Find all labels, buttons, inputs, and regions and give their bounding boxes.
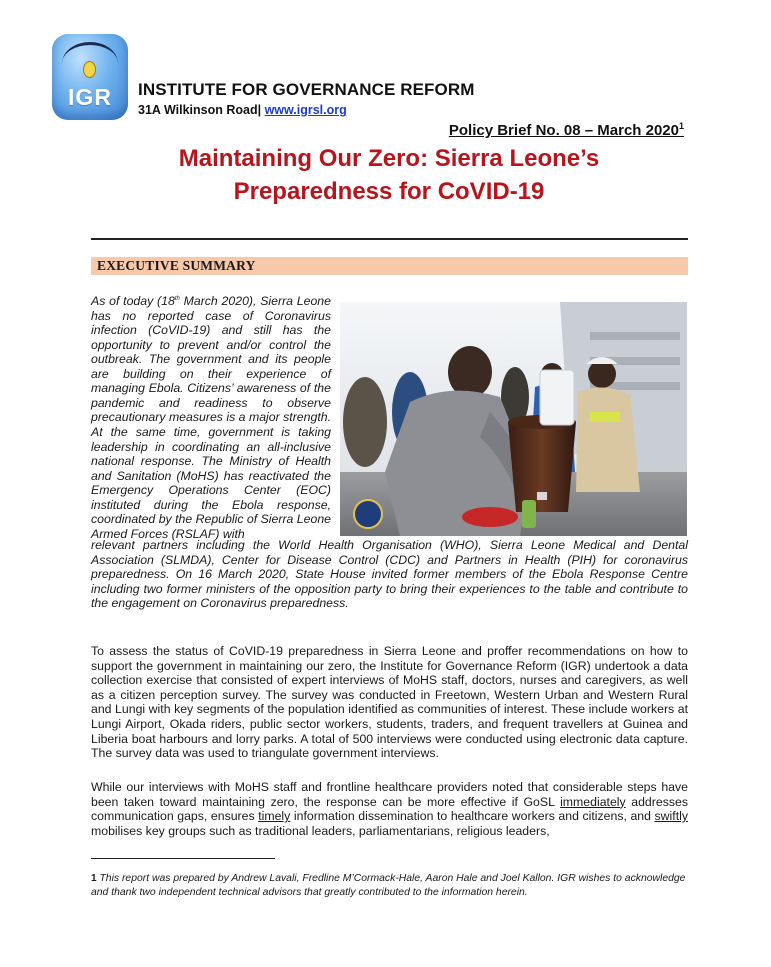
executive-summary-intro xyxy=(91,292,331,541)
para2-d: mobilises key groups such as traditional leaders, parliamentarians, religious leaders, xyxy=(91,823,550,838)
intro-sup: th xyxy=(174,296,180,302)
hand-washing-photo xyxy=(340,302,687,536)
website-link[interactable]: www.igrsl.org xyxy=(264,103,347,117)
title-line-1: Maintaining Our Zero: Sierra Leone’s xyxy=(178,145,600,172)
igr-logo xyxy=(52,34,128,120)
intro-post: March 2020), Sierra Leone has no reported case of Coronavirus infection (CoVID-19) and still has the opportunity to prevent and/or control the outbreak. The government and its people are building on their experience of managing Ebola. Citizens’ awareness of the pandemic and readiness to observe precautionary measures is a major strength. At the same time, government is taking leadership in coordinating an all-inclusive national response. The Ministry of Health and Sanitation (MoHS) has reactivated the Emergency Operations Center (EOC) instituted during the Ebola response, coordinated by the Republic of Sierra Leone Armed Forces (RSLAF) with xyxy=(91,294,331,541)
footnote xyxy=(91,872,688,900)
logo-dot xyxy=(83,61,96,78)
policy-brief-label xyxy=(449,121,684,139)
para2-b: addresses communication gaps, ensures xyxy=(91,794,688,824)
title-divider xyxy=(91,238,688,240)
title-line-2: Preparedness for CoVID-19 xyxy=(233,178,545,205)
footnote-text: This report was prepared by Andrew Lavali, Fredline M’Cormack-Hale, Aaron Hale and Joel Kallon. IGR wishes to acknowledge and thank two independent technical advisors that greatly contributed to the information herein. xyxy=(91,873,686,898)
institute-address xyxy=(138,103,347,117)
photo-illustration xyxy=(340,302,687,536)
footnote-mark: 1 xyxy=(91,873,97,884)
para2-c: information dissemination to healthcare workers and citizens, and xyxy=(290,809,655,824)
intro-pre: As of today (18 xyxy=(91,294,175,309)
policy-footnote-ref[interactable]: 1 xyxy=(678,121,684,131)
para2-underline-immediately: immediately xyxy=(560,794,626,809)
institute-name: INSTITUTE FOR GOVERNANCE REFORM xyxy=(138,80,475,99)
para1-text: To assess the status of CoVID-19 preparedness in Sierra Leone and proffer recommendations on how to support the government in maintaining our zero, the Institute for Governance Reform (IGR) undertook a data collection exercise that consisted of expert interviews of MoHS staff, doctors, nurses and caregivers, as well as a citizen perception survey. The survey was conducted in Freetown, Western Urban and Western Rural and Lungi with key segments of the population identified as communities of interest. These include workers at Lungi Airport, Okada riders, public sector workers, students, traders, and frequent travellers at Guinea and Liberia boat harbours and lorry parks. A total of 500 interviews were conducted using electronic data capture. The survey data was used to triangulate government interviews. xyxy=(91,644,688,761)
executive-summary-heading: EXECUTIVE SUMMARY xyxy=(97,258,256,273)
logo-text: IGR xyxy=(68,84,112,110)
body-paragraph-2 xyxy=(91,780,688,838)
address-text: 31A Wilkinson Road| xyxy=(138,103,262,117)
executive-summary-heading-bar xyxy=(91,257,688,275)
para2-underline-timely: timely xyxy=(258,809,291,824)
executive-summary-continuation xyxy=(91,538,688,611)
policy-brief-text: Policy Brief No. 08 – March 2020 xyxy=(448,122,679,139)
para2-underline-swiftly: swiftly xyxy=(654,809,688,824)
continuation-text: relevant partners including the World Health Organisation (WHO), Sierra Leone Medical and Dental Association (SLMDA), Center for Disease Control (CDC) and Partners in Health (PIH) for coronavirus preparedness. On 16 March 2020, State House invited former members of the Ebola Response Centre including two former ministers of the opposition party to bring their experiences to the table and contribute to the engagement on Coronavirus preparedness. xyxy=(91,538,688,611)
document-title xyxy=(90,142,688,208)
footnote-divider xyxy=(91,858,275,859)
para2-a: While our interviews with MoHS staff and frontline healthcare providers noted that considerable steps have been taken toward maintaining zero, the response can be more effective if GoSL xyxy=(91,780,688,809)
body-paragraph-1 xyxy=(91,644,688,761)
